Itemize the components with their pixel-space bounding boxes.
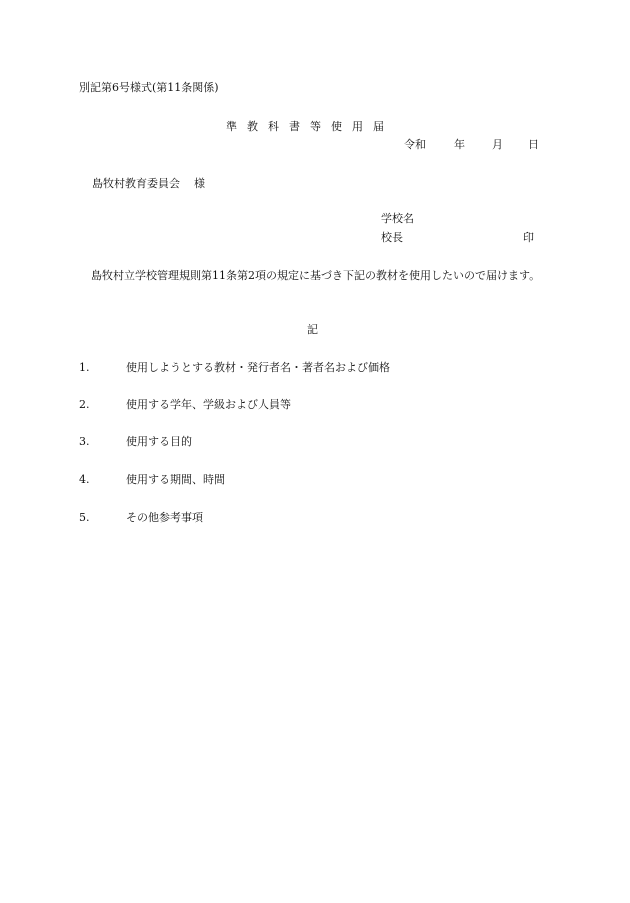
date-era: 令和	[404, 138, 426, 151]
addressee-honorific: 様	[194, 177, 205, 190]
note-heading: 記	[307, 323, 318, 336]
item-text: 使用しようとする教材・発行者名・著者名および価格	[126, 361, 390, 374]
item-number: 5.	[79, 511, 90, 524]
addressee-name: 島牧村教育委員会	[92, 177, 180, 190]
body-paragraph: 島牧村立学校管理規則第11条第2項の規定に基づき下記の教材を使用したいので届けます。	[91, 269, 541, 282]
item-text: 使用する学年、学級および人員等	[126, 398, 291, 411]
list-item	[79, 360, 390, 377]
date-month-label: 月	[492, 138, 503, 151]
item-number: 2.	[79, 398, 90, 411]
date-day-label: 日	[528, 138, 539, 151]
item-number: 1.	[79, 361, 90, 374]
item-text: 使用する期間、時間	[126, 473, 225, 486]
list-item	[79, 397, 291, 414]
addressee	[92, 176, 205, 193]
list-item	[79, 434, 192, 451]
principal-label: 校長	[381, 231, 403, 244]
form-reference: 別記第6号様式(第11条関係)	[79, 81, 219, 94]
document-title: 準教科書等使用届	[226, 120, 394, 133]
item-number: 4.	[79, 473, 90, 486]
date-line	[404, 137, 539, 154]
item-text: 使用する目的	[126, 435, 192, 448]
date-year-label: 年	[454, 138, 465, 151]
seal-label: 印	[523, 231, 534, 244]
item-text: その他参考事項	[126, 511, 203, 524]
list-item	[79, 510, 203, 527]
school-name-label: 学校名	[381, 212, 414, 225]
item-number: 3.	[79, 435, 90, 448]
list-item	[79, 472, 225, 489]
